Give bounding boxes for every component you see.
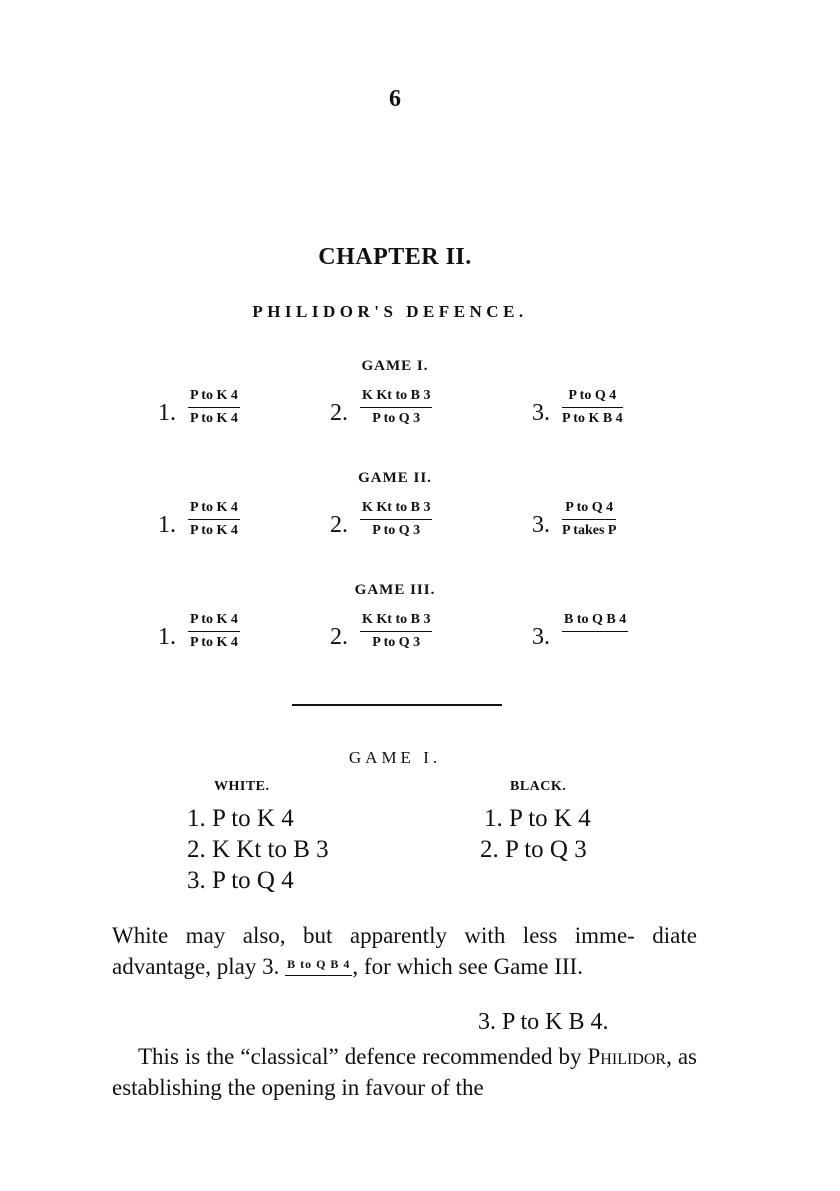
- black-move-2: 2. P to Q 3: [480, 836, 587, 863]
- summary-game-3-move-3: [532, 612, 692, 662]
- black-move: [562, 632, 628, 635]
- paragraph-text: , as establishing the opening in favour of the: [112, 1044, 697, 1100]
- black-move: P to K 4: [190, 411, 238, 426]
- chapter-title: CHAPTER II.: [318, 244, 472, 270]
- paragraph-text: This is the “classical” defence recommended by: [138, 1044, 582, 1069]
- white-move: P to Q 4: [562, 388, 623, 408]
- white-move-2: 2. K Kt to B 3: [187, 836, 329, 863]
- white-move: P to K 4: [188, 500, 240, 520]
- white-move: P to Q 4: [562, 500, 616, 520]
- move-number: 2.: [330, 624, 348, 650]
- summary-game-2-move-2: [330, 500, 490, 550]
- move-number: 3.: [532, 624, 550, 650]
- black-move: P to K 4: [190, 523, 238, 538]
- white-move: K Kt to B 3: [360, 388, 432, 408]
- paragraph-white-alternative: [112, 920, 697, 982]
- summary-game-1-move-2: [330, 388, 490, 438]
- black-move: P to K 4: [190, 635, 238, 650]
- game-1-heading: GAME I.: [348, 748, 442, 767]
- white-move: P to K 4: [188, 612, 240, 632]
- paragraph-text: White may also, but apparently with less imme- diate advantage, play 3.: [112, 923, 697, 979]
- inline-move: B to Q B 4: [285, 957, 352, 976]
- move-number: 3.: [532, 400, 550, 426]
- section-title: PHILIDOR'S DEFENCE.: [252, 302, 528, 321]
- black-column-heading: BLACK.: [510, 779, 567, 794]
- black-move: P to Q 3: [372, 523, 421, 538]
- summary-game-2-move-3: [532, 500, 692, 550]
- white-move: K Kt to B 3: [360, 500, 432, 520]
- white-move: B to Q B 4: [562, 612, 628, 632]
- black-move: P to Q 3: [372, 411, 421, 426]
- summary-game-1-move-3: [532, 388, 692, 438]
- move-number: 2.: [330, 512, 348, 538]
- move-number: 2.: [330, 400, 348, 426]
- white-move: K Kt to B 3: [360, 612, 432, 632]
- summary-game-2-move-1: [158, 500, 318, 550]
- summary-game-1-move-1: [158, 388, 318, 438]
- black-move: P to K B 4: [562, 411, 623, 426]
- white-move: P to K 4: [188, 388, 240, 408]
- summary-game-3-move-2: [330, 612, 490, 662]
- paragraph-classical-defence: [112, 1041, 697, 1103]
- summary-game-3-move-1: [158, 612, 318, 662]
- page-number: 6: [389, 86, 401, 112]
- white-move-3: 3. P to Q 4: [187, 867, 294, 894]
- move-number: 1.: [158, 512, 176, 538]
- move-number: 3.: [532, 512, 550, 538]
- black-move: P to Q 3: [372, 635, 421, 650]
- author-name: Philidor: [587, 1044, 667, 1069]
- black-move-1: 1. P to K 4: [484, 805, 591, 832]
- section-divider: [292, 704, 502, 706]
- black-move-3-note: 3. P to K B 4.: [478, 1009, 609, 1035]
- summary-game-2-heading: GAME II.: [358, 470, 432, 486]
- summary-game-1-heading: GAME I.: [361, 358, 429, 374]
- paragraph-text: , for which see Game III.: [352, 954, 583, 979]
- move-number: 1.: [158, 624, 176, 650]
- black-move: P takes P: [562, 523, 617, 538]
- white-column-heading: WHITE.: [214, 779, 270, 794]
- move-number: 1.: [158, 400, 176, 426]
- summary-game-3-heading: GAME III.: [354, 582, 436, 598]
- white-move-1: 1. P to K 4: [187, 805, 294, 832]
